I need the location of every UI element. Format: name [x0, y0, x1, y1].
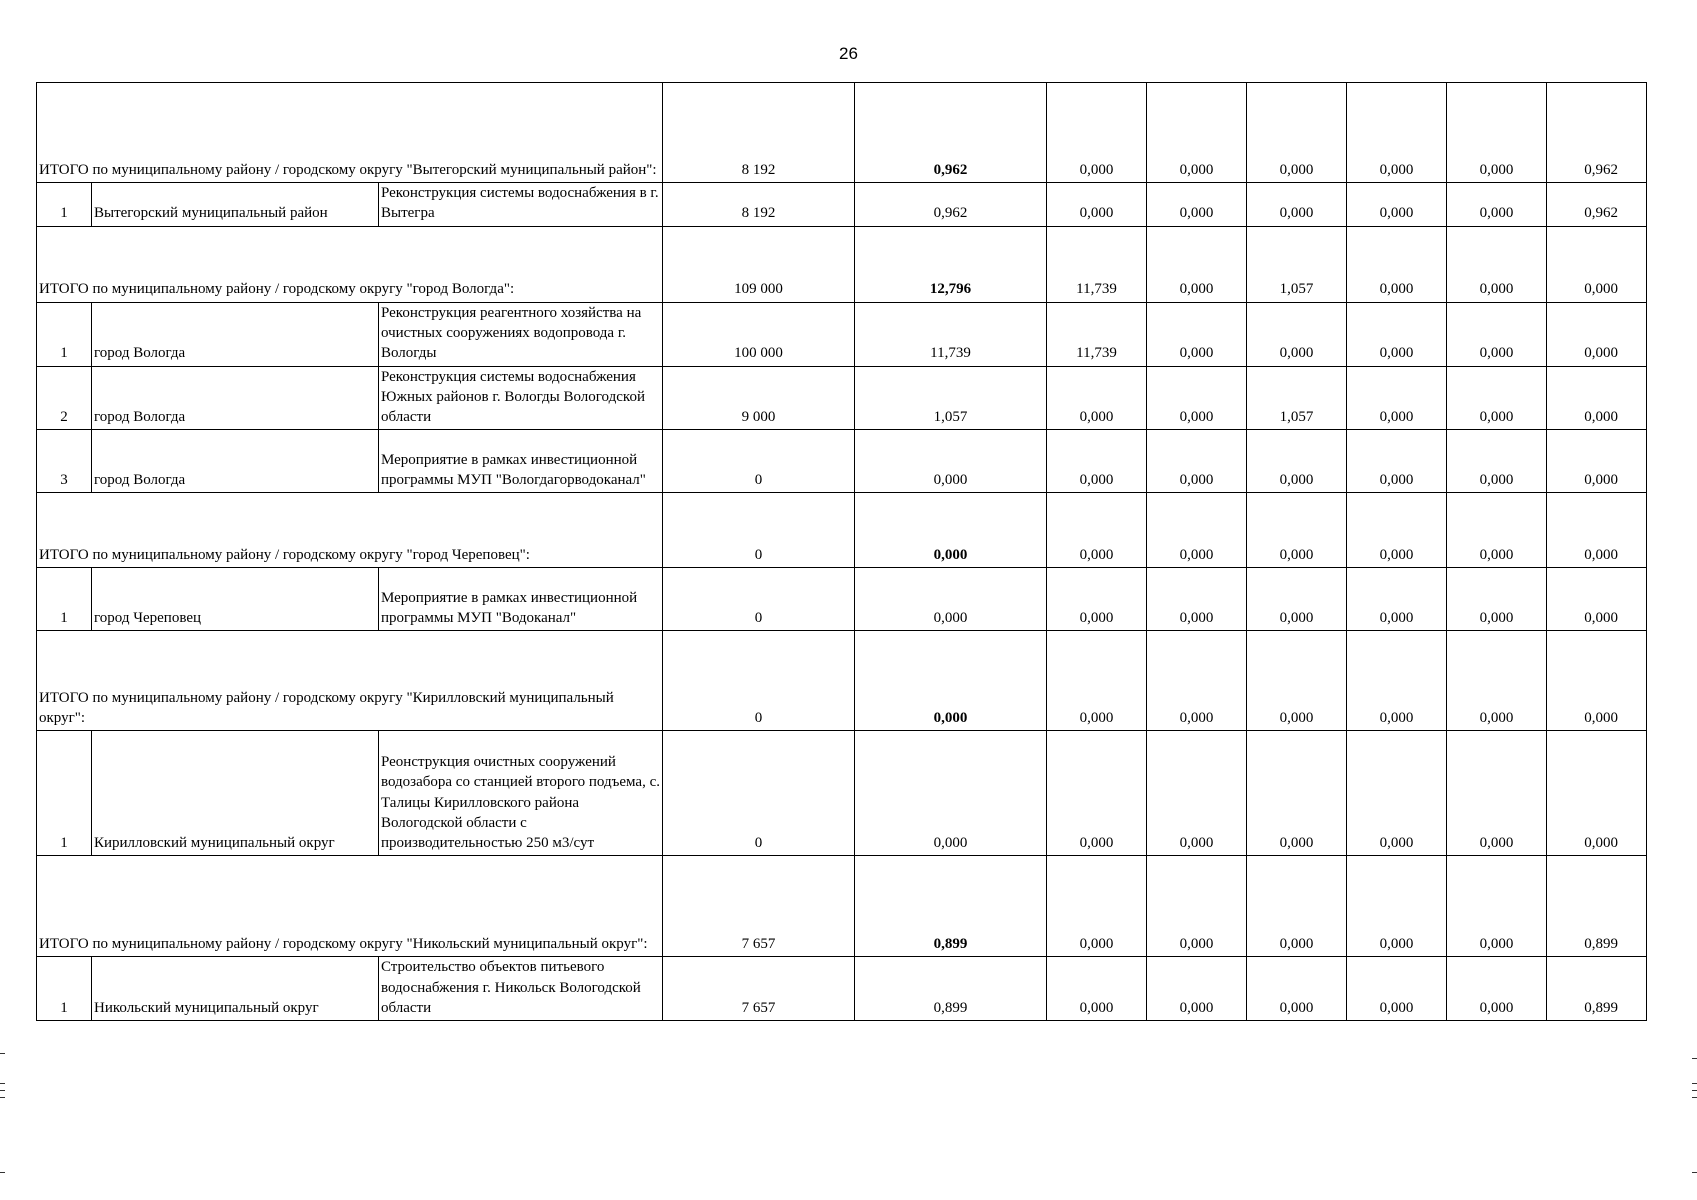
value-cell: 0,000: [1047, 366, 1147, 430]
value-cell: 0,000: [1347, 731, 1447, 856]
value-cell: 0,000: [1347, 430, 1447, 493]
value-cell: 0,000: [1447, 83, 1547, 183]
value-cell: 0,000: [1447, 430, 1547, 493]
value-cell: 8 192: [663, 183, 855, 227]
scan-mark: [0, 1053, 5, 1054]
value-cell: 0,000: [1447, 493, 1547, 568]
value-cell: 0,000: [1347, 568, 1447, 631]
value-cell: 0,000: [1147, 83, 1247, 183]
district-name: город Вологда: [92, 366, 379, 430]
page-number: 26: [839, 44, 858, 63]
value-cell: 0,000: [1447, 226, 1547, 302]
value-cell: 0,000: [1247, 183, 1347, 227]
value-cell: 0,000: [1247, 957, 1347, 1021]
value-cell: 11,739: [855, 302, 1047, 366]
scan-mark: [1692, 1083, 1697, 1084]
value-cell: 0,000: [1347, 631, 1447, 731]
district-name: город Череповец: [92, 568, 379, 631]
value-cell: 0,000: [1347, 957, 1447, 1021]
project-name: Строительство объектов питьевого водоснабжения г. Никольск Вологодской области: [379, 957, 663, 1021]
total-row: [37, 83, 1647, 183]
item-row: [37, 183, 1647, 227]
value-cell: 9 000: [663, 366, 855, 430]
value-cell: 0,000: [855, 631, 1047, 731]
row-number: 3: [37, 430, 92, 493]
value-cell: 11,739: [1047, 302, 1147, 366]
value-cell: 0,000: [1447, 302, 1547, 366]
district-name: Никольский муниципальный округ: [92, 957, 379, 1021]
value-cell: 0,000: [1047, 957, 1147, 1021]
item-row: [37, 302, 1647, 366]
value-cell: 109 000: [663, 226, 855, 302]
row-number: 1: [37, 568, 92, 631]
value-cell: 0,962: [1547, 183, 1647, 227]
value-cell: 0,000: [1447, 856, 1547, 957]
value-cell: 1,057: [1247, 226, 1347, 302]
value-cell: 0,000: [1047, 83, 1147, 183]
value-cell: 0,000: [1147, 366, 1247, 430]
value-cell: 0,000: [1247, 302, 1347, 366]
district-name: Вытегорский муниципальный район: [92, 183, 379, 227]
scan-mark: [0, 1090, 5, 1091]
scan-mark: [0, 1172, 5, 1173]
value-cell: 0,000: [1247, 493, 1347, 568]
item-row: [37, 430, 1647, 493]
total-label: ИТОГО по муниципальному району / городскому округу "Кирилловский муниципальный округ":: [37, 631, 663, 731]
district-name: город Вологда: [92, 302, 379, 366]
item-row: [37, 568, 1647, 631]
value-cell: 0,000: [1247, 631, 1347, 731]
scan-mark: [1692, 1172, 1697, 1173]
total-row: [37, 493, 1647, 568]
value-cell: 7 657: [663, 856, 855, 957]
project-name: Реконструкция системы водоснабжения в г. Вытегра: [379, 183, 663, 227]
row-number: 1: [37, 183, 92, 227]
district-name: город Вологда: [92, 430, 379, 493]
value-cell: 0,000: [1447, 183, 1547, 227]
value-cell: 0,000: [1147, 183, 1247, 227]
value-cell: 0,000: [1447, 366, 1547, 430]
value-cell: 0,000: [1247, 430, 1347, 493]
row-number: 1: [37, 731, 92, 856]
value-cell: 0,000: [855, 430, 1047, 493]
value-cell: 0,000: [1047, 731, 1147, 856]
value-cell: 0,000: [1047, 183, 1147, 227]
value-cell: 0,000: [1047, 568, 1147, 631]
value-cell: 0,000: [1047, 631, 1147, 731]
value-cell: 0,000: [1547, 493, 1647, 568]
scan-mark: [0, 1083, 5, 1084]
value-cell: 0,000: [1147, 631, 1247, 731]
value-cell: 0,000: [1347, 856, 1447, 957]
row-number: 1: [37, 957, 92, 1021]
value-cell: 0,000: [1547, 430, 1647, 493]
financing-table: [36, 82, 1647, 1021]
value-cell: 0,962: [855, 83, 1047, 183]
value-cell: 0,000: [1547, 731, 1647, 856]
total-label: ИТОГО по муниципальному району / городскому округу "город Вологда":: [37, 226, 663, 302]
value-cell: 0,000: [1547, 568, 1647, 631]
value-cell: 7 657: [663, 957, 855, 1021]
value-cell: 0,000: [1147, 957, 1247, 1021]
value-cell: 0: [663, 731, 855, 856]
value-cell: 12,796: [855, 226, 1047, 302]
scan-mark: [1692, 1090, 1697, 1091]
project-name: Мероприятие в рамках инвестиционной программы МУП "Вологдагорводоканал": [379, 430, 663, 493]
value-cell: 8 192: [663, 83, 855, 183]
value-cell: 11,739: [1047, 226, 1147, 302]
scan-mark: [1692, 1097, 1697, 1098]
item-row: [37, 957, 1647, 1021]
value-cell: 0,000: [855, 493, 1047, 568]
value-cell: 0,000: [1447, 631, 1547, 731]
value-cell: 0,000: [1247, 83, 1347, 183]
value-cell: 0,000: [1447, 568, 1547, 631]
value-cell: 0: [663, 493, 855, 568]
value-cell: 0,000: [855, 568, 1047, 631]
value-cell: 0,000: [1547, 366, 1647, 430]
value-cell: 0,000: [1347, 493, 1447, 568]
item-row: [37, 731, 1647, 856]
value-cell: 0,962: [855, 183, 1047, 227]
total-row: [37, 856, 1647, 957]
value-cell: 0,000: [1347, 226, 1447, 302]
value-cell: 0,000: [1147, 226, 1247, 302]
value-cell: 0,899: [855, 957, 1047, 1021]
value-cell: 1,057: [1247, 366, 1347, 430]
total-row: [37, 631, 1647, 731]
value-cell: 0,000: [1347, 366, 1447, 430]
scan-mark: [1692, 1058, 1697, 1059]
value-cell: 0,899: [1547, 856, 1647, 957]
district-name: Кирилловский муниципальный округ: [92, 731, 379, 856]
item-row: [37, 366, 1647, 430]
project-name: Реонструкция очистных сооружений водозабора со станцией второго подъема, с. Талицы Кирилловского района Вологодской области с производительностью 250 м3/сут: [379, 731, 663, 856]
scan-mark: [0, 1097, 5, 1098]
value-cell: 0,000: [1447, 957, 1547, 1021]
value-cell: 100 000: [663, 302, 855, 366]
value-cell: 0,000: [1147, 568, 1247, 631]
value-cell: 0,899: [855, 856, 1047, 957]
value-cell: 0,000: [1047, 856, 1147, 957]
value-cell: 0,000: [1147, 731, 1247, 856]
value-cell: 0,899: [1547, 957, 1647, 1021]
value-cell: 0,000: [1247, 856, 1347, 957]
value-cell: 0,000: [1347, 183, 1447, 227]
value-cell: 0: [663, 430, 855, 493]
value-cell: 0,000: [1147, 856, 1247, 957]
value-cell: 0,000: [1547, 302, 1647, 366]
value-cell: 0,000: [1347, 83, 1447, 183]
value-cell: 0,000: [1547, 631, 1647, 731]
value-cell: 1,057: [855, 366, 1047, 430]
value-cell: 0,000: [1347, 302, 1447, 366]
value-cell: 0,000: [1247, 731, 1347, 856]
row-number: 2: [37, 366, 92, 430]
row-number: 1: [37, 302, 92, 366]
value-cell: 0,000: [1547, 226, 1647, 302]
value-cell: 0,000: [1047, 430, 1147, 493]
value-cell: 0,000: [1147, 430, 1247, 493]
value-cell: 0,000: [1447, 731, 1547, 856]
value-cell: 0,000: [1247, 568, 1347, 631]
total-label: ИТОГО по муниципальному району / городскому округу "Никольский муниципальный округ":: [37, 856, 663, 957]
value-cell: 0,000: [1047, 493, 1147, 568]
value-cell: 0,000: [1147, 493, 1247, 568]
value-cell: 0,000: [1147, 302, 1247, 366]
value-cell: 0: [663, 568, 855, 631]
total-row: [37, 226, 1647, 302]
project-name: Мероприятие в рамках инвестиционной программы МУП "Водоканал": [379, 568, 663, 631]
value-cell: 0,962: [1547, 83, 1647, 183]
total-label: ИТОГО по муниципальному району / городскому округу "город Череповец":: [37, 493, 663, 568]
project-name: Реконструкция реагентного хозяйства на очистных сооружениях водопровода г. Вологды: [379, 302, 663, 366]
value-cell: 0: [663, 631, 855, 731]
project-name: Реконструкция системы водоснабжения Южных районов г. Вологды Вологодской области: [379, 366, 663, 430]
value-cell: 0,000: [855, 731, 1047, 856]
total-label: ИТОГО по муниципальному району / городскому округу "Вытегорский муниципальный район":: [37, 83, 663, 183]
